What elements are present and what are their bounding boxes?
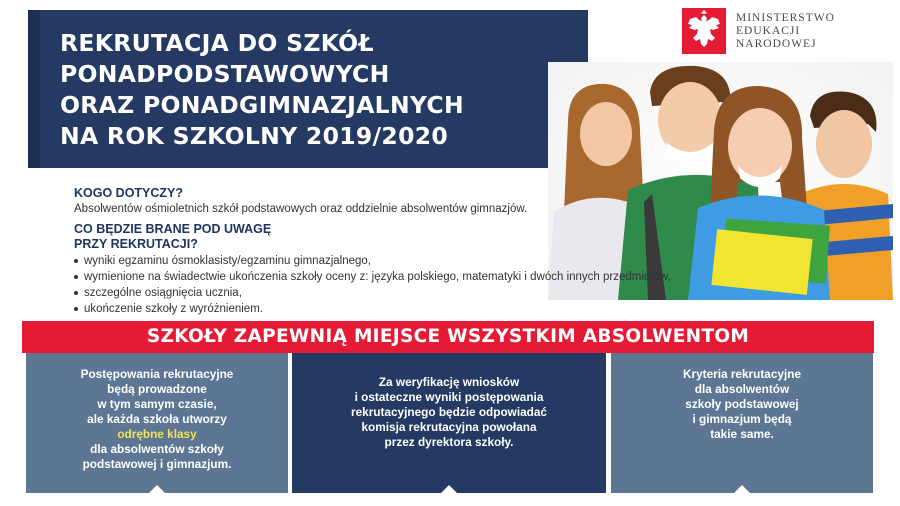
title-line: PONADPODSTAWOWYCH <box>60 60 390 88</box>
highlighted-phrase: odrębne klasy <box>117 427 197 441</box>
info-section <box>74 186 774 317</box>
info-box-line: będą prowadzone <box>107 382 207 396</box>
info-box-line: Kryteria rekrutacyjne <box>682 367 802 381</box>
ministry-logo <box>682 8 882 56</box>
info-box-line: dla absolwentów <box>694 382 790 396</box>
title-line: NA ROK SZKOLNY 2019/2020 <box>60 122 449 150</box>
criteria-list <box>74 253 774 317</box>
list-item <box>74 253 774 269</box>
bullet-icon <box>74 307 78 311</box>
box-notch <box>733 484 751 494</box>
title-block <box>28 10 588 168</box>
ministry-line: NARODOWEJ <box>736 38 817 50</box>
info-box-line: Postępowania rekrutacyjne <box>80 367 234 381</box>
box-notch <box>148 484 166 494</box>
title-line: REKRUTACJA DO SZKÓŁ <box>60 29 374 57</box>
title-accent <box>28 10 40 168</box>
info-box-line: szkoły podstawowej <box>685 397 799 411</box>
info-box-text <box>611 367 873 442</box>
ministry-line: EDUKACJI <box>736 25 801 37</box>
page-title <box>60 28 600 152</box>
info-box-line: komisja rekrutacyjna powołana <box>361 420 537 434</box>
list-item <box>74 285 774 301</box>
info-box-line: podstawowej i gimnazjum. <box>82 457 232 471</box>
banner-text: SZKOŁY ZAPEWNIĄ MIEJSCE WSZYSTKIM ABSOLWENTOM <box>146 326 750 347</box>
info-box-parallel <box>26 353 288 493</box>
bullet-icon <box>74 275 78 279</box>
who-question: KOGO DOTYCZY? <box>74 186 184 200</box>
list-item-text: wymienione na świadectwie ukończenia szkoły oceny z: języka polskiego, matematyki i dwóch innych przedmiotów, <box>84 271 671 283</box>
info-box-line: w tym samym czasie, <box>97 397 217 411</box>
ministry-name <box>736 12 835 51</box>
info-box-line: rekrutacyjnego będzie odpowiadać <box>350 405 547 419</box>
criteria-question <box>74 222 774 252</box>
info-box-line: Za weryfikację wniosków <box>378 375 520 389</box>
box-notch <box>440 484 458 494</box>
criteria-question-line: CO BĘDZIE BRANE POD UWAGĘ <box>74 222 272 236</box>
who-answer: Absolwentów ośmioletnich szkół podstawowych oraz oddzielnie absolwentów gimnazjów. <box>74 203 528 215</box>
info-box-line: dla absolwentów szkoły <box>90 442 224 456</box>
info-box-text <box>292 375 606 450</box>
list-item <box>74 269 774 285</box>
info-box-text <box>26 367 288 472</box>
info-box-line: i gimnazjum będą <box>692 412 792 426</box>
list-item-text: wyniki egzaminu ósmoklasisty/egzaminu gimnazjalnego, <box>84 255 371 267</box>
info-box-commission <box>292 353 606 493</box>
polish-eagle-icon <box>682 8 726 54</box>
bullet-icon <box>74 291 78 295</box>
info-box-line: i ostateczne wyniki postępowania <box>354 390 544 404</box>
info-box-line: takie same. <box>710 427 774 441</box>
bullet-icon <box>74 259 78 263</box>
criteria-question-line: PRZY REKRUTACJI? <box>74 237 198 251</box>
ministry-line: MINISTERSTWO <box>736 12 835 24</box>
info-box-criteria <box>611 353 873 493</box>
list-item-text: ukończenie szkoły z wyróżnieniem. <box>84 303 263 315</box>
info-box-line: ale każda szkoła utworzy <box>87 412 227 426</box>
list-item <box>74 301 774 317</box>
title-line: ORAZ PONADGIMNAZJALNYCH <box>60 91 464 119</box>
list-item-text: szczególne osiągnięcia ucznia, <box>84 287 242 299</box>
info-box-line: przez dyrektora szkoły. <box>384 435 514 449</box>
headline-banner <box>22 321 874 353</box>
